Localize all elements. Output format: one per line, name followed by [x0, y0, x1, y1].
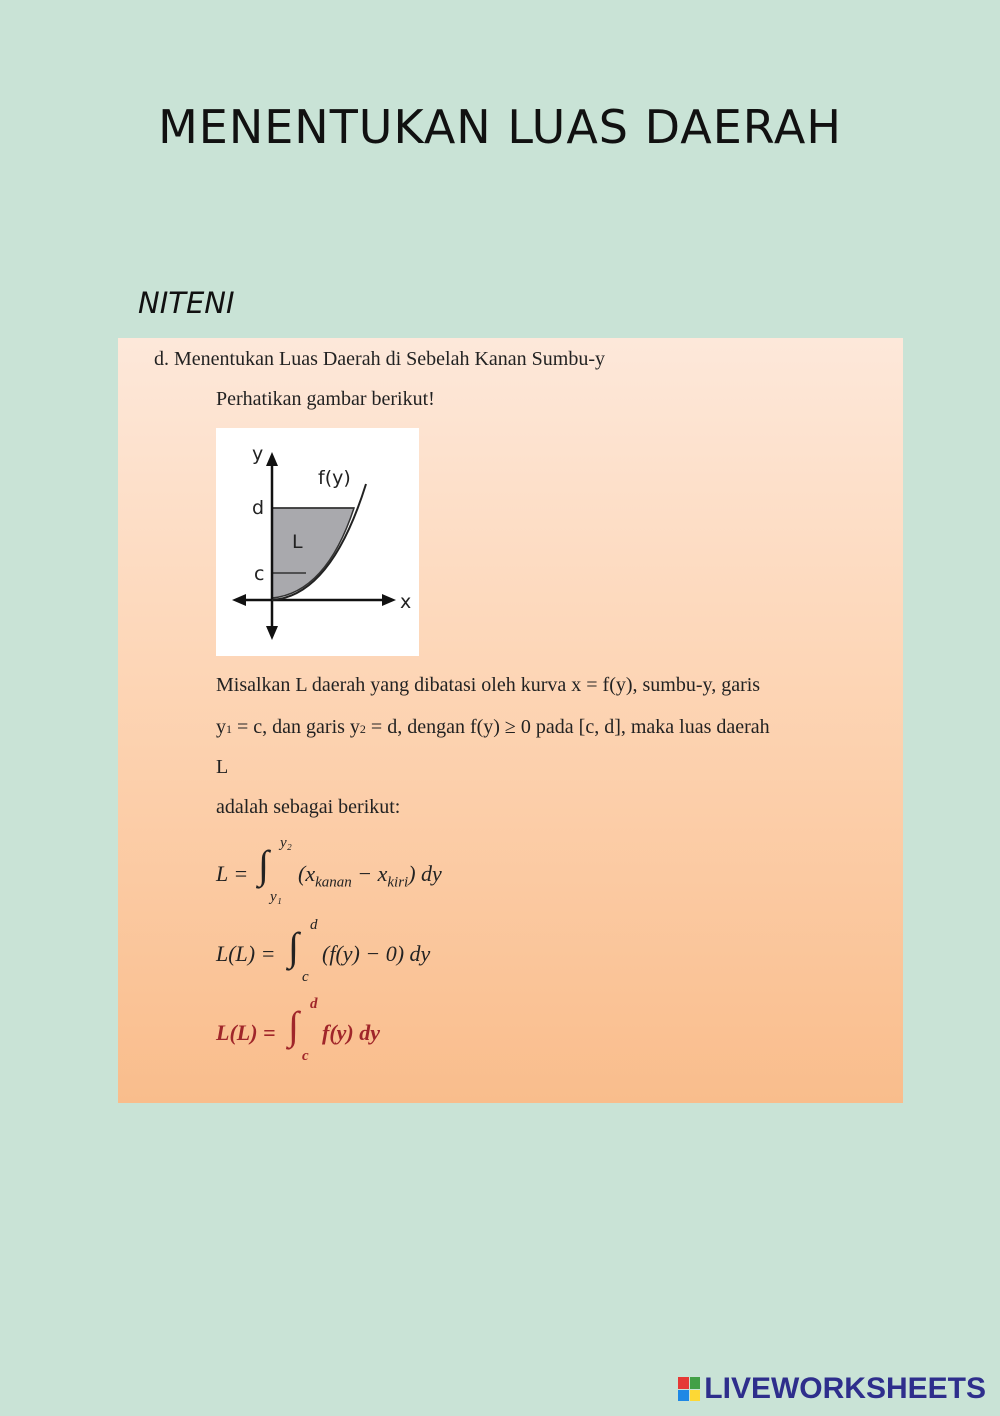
- formula-3-lhs: L(L) =: [216, 1020, 276, 1045]
- formula-1-body: [298, 861, 442, 891]
- region-label: L: [292, 531, 303, 553]
- x-axis-arrow-left: [232, 594, 246, 606]
- formula-1-body-a: (x: [298, 861, 316, 886]
- formula-1-upper: y₂: [280, 835, 292, 851]
- formula-1-lower: y₁: [270, 889, 282, 905]
- formula-3-lower: c: [302, 1048, 309, 1064]
- paragraph-2: [216, 716, 770, 739]
- formula-1-minus: − x: [351, 861, 388, 886]
- paragraph-4: adalah sebagai berikut:: [216, 796, 401, 818]
- formula-3: [216, 996, 546, 1072]
- page-title: MENENTUKAN LUAS DAERAH: [158, 100, 842, 154]
- y-axis-arrow-up: [266, 452, 278, 466]
- paragraph-2-part-b: = c, dan garis y: [232, 716, 360, 738]
- y-axis-label: y: [252, 443, 264, 465]
- x-axis-arrow-right: [382, 594, 396, 606]
- formula-3-integral: ∫: [288, 1003, 299, 1048]
- formula-1-lhs: L =: [216, 861, 249, 886]
- paragraph-2-sub-2: 2: [359, 722, 366, 736]
- formula-3-upper: d: [310, 996, 318, 1012]
- liveworksheets-brand: [678, 1372, 986, 1406]
- region-figure: [216, 428, 419, 656]
- y-axis-arrow-down: [266, 626, 278, 640]
- card-instruction: Perhatikan gambar berikut!: [216, 388, 435, 410]
- formula-2-integral: ∫: [288, 924, 299, 969]
- formula-2-upper: d: [310, 917, 318, 933]
- x-axis-label: x: [400, 591, 412, 613]
- formula-1-integral: ∫: [258, 842, 269, 887]
- content-card: [118, 338, 903, 1103]
- upper-bound-label: d: [252, 497, 265, 519]
- curve-label: f(y): [318, 467, 351, 489]
- card-heading: d. Menentukan Luas Daerah di Sebelah Kanan Sumbu-y: [154, 348, 605, 370]
- paragraph-1: Misalkan L daerah yang dibatasi oleh kurva x = f(y), sumbu-y, garis: [216, 674, 761, 696]
- lower-bound-label: c: [254, 563, 265, 585]
- region-figure-svg: [216, 428, 419, 656]
- formula-1-tail: ) dy: [408, 861, 442, 886]
- paragraph-2-part-c: = d, dengan f(y) ≥ 0 pada [c, d], maka luas daerah: [365, 716, 770, 738]
- paragraph-3: L: [216, 756, 229, 778]
- section-label: NITENI: [138, 286, 235, 320]
- formula-1: [216, 835, 546, 911]
- region-l-shape: [272, 508, 354, 598]
- formula-2-body: (f(y) − 0) dy: [322, 941, 431, 966]
- paragraph-2-part-a: y: [216, 716, 226, 738]
- formula-3-body: f(y) dy: [322, 1020, 381, 1045]
- formula-1-sub-1: kanan: [315, 874, 352, 891]
- formula-2-lower: c: [302, 969, 309, 985]
- formula-1-sub-2: kiri: [387, 874, 409, 891]
- brand-text: LIVEWORKSHEETS: [704, 1372, 986, 1405]
- formula-2-lhs: L(L) =: [216, 941, 276, 966]
- liveworksheets-logo-icon: [678, 1377, 700, 1401]
- formula-2: [216, 917, 546, 993]
- paragraph-2-sub-1: 1: [226, 722, 232, 736]
